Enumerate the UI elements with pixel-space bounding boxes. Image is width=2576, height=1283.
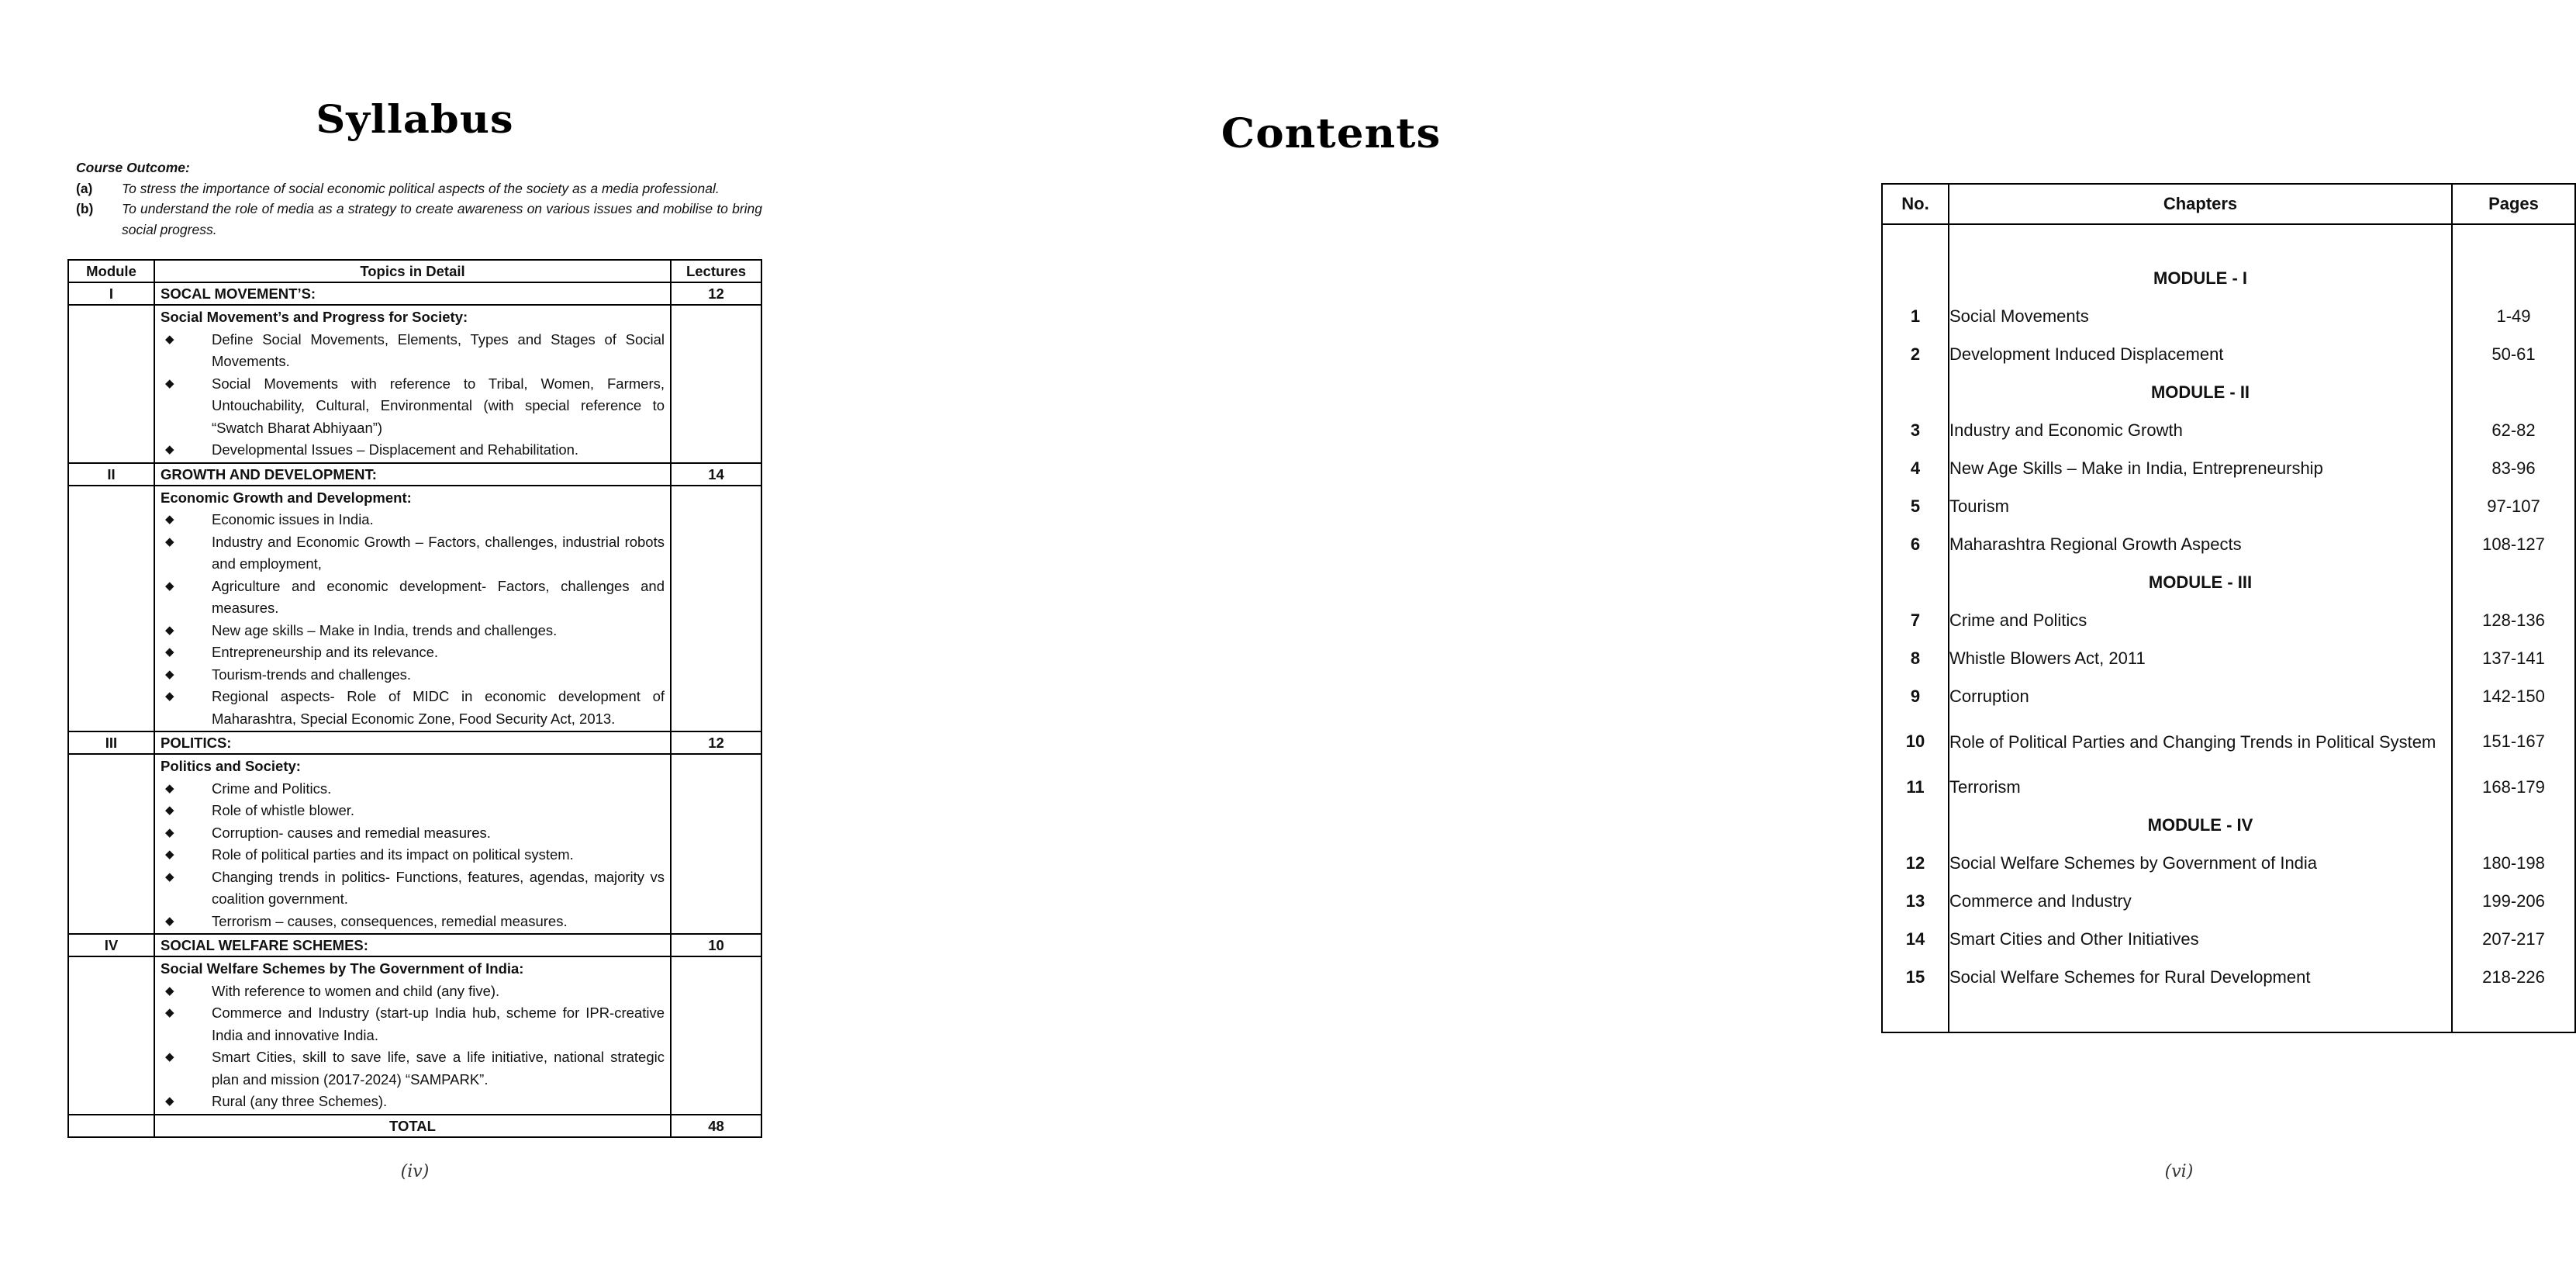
topic-text: Economic issues in India. — [212, 511, 374, 527]
empty-cell — [68, 754, 154, 934]
chapter-number: 6 — [1882, 525, 1949, 563]
diamond-bullet-icon: ◆ — [165, 804, 174, 817]
topic-text: Social Movements with reference to Tribal, Women, Farmers, Untouchability, Cultural, Environmental (with special reference to “Swatch Bharat Abhiyaan”) — [212, 375, 665, 436]
empty-cell — [2452, 224, 2575, 259]
detail-heading: Social Welfare Schemes by The Government of India: — [161, 960, 524, 977]
empty-cell — [2452, 373, 2575, 411]
chapter-title[interactable]: Development Induced Displacement — [1949, 335, 2452, 373]
topic-item — [161, 980, 665, 1003]
chapter-pages: 50-61 — [2452, 335, 2575, 373]
topic-text: Smart Cities, skill to save life, save a life initiative, national strategic plan and mission (2017-2024) “SAMPARK”. — [212, 1049, 665, 1088]
topic-text: Corruption- causes and remedial measures. — [212, 824, 491, 841]
module-detail-row — [68, 305, 761, 463]
module-heading-row — [1882, 259, 2575, 297]
chapter-row — [1882, 677, 2575, 715]
spacer-row — [1882, 996, 2575, 1032]
chapter-pages: 142-150 — [2452, 677, 2575, 715]
empty-cell — [671, 956, 761, 1115]
empty-cell — [2452, 806, 2575, 844]
topic-text: Tourism-trends and challenges. — [212, 666, 412, 683]
contents-body — [1882, 224, 2575, 1032]
chapter-row — [1882, 297, 2575, 335]
diamond-bullet-icon: ◆ — [165, 825, 174, 839]
total-label: TOTAL — [154, 1115, 671, 1137]
empty-cell — [2452, 563, 2575, 601]
empty-cell — [671, 305, 761, 463]
chapter-title[interactable]: Smart Cities and Other Initiatives — [1949, 920, 2452, 958]
detail-heading: Politics and Society: — [161, 758, 301, 774]
total-lectures: 48 — [671, 1115, 761, 1137]
page-number: (vi) — [2164, 1162, 2194, 1181]
diamond-bullet-icon: ◆ — [165, 376, 174, 390]
empty-cell — [671, 754, 761, 934]
chapter-number: 14 — [1882, 920, 1949, 958]
contents-title: Contents — [1221, 110, 1442, 157]
topic-text: New age skills – Make in India, trends and challenges. — [212, 621, 558, 638]
topic-item — [161, 1091, 665, 1113]
topic-text: Terrorism – causes, consequences, remedial measures. — [212, 912, 568, 929]
chapter-row — [1882, 411, 2575, 449]
module-number: II — [68, 463, 154, 486]
header-no: No. — [1882, 184, 1949, 224]
empty-cell — [1949, 224, 2452, 259]
empty-cell — [1882, 996, 1949, 1032]
empty-cell — [1949, 996, 2452, 1032]
header-module: Module — [68, 260, 154, 282]
diamond-bullet-icon: ◆ — [165, 667, 174, 681]
module-row — [68, 934, 761, 956]
detail-heading: Economic Growth and Development: — [161, 489, 412, 506]
chapter-row — [1882, 768, 2575, 806]
diamond-bullet-icon: ◆ — [165, 914, 174, 928]
module-heading: MODULE - IV — [1949, 806, 2452, 844]
topic-item — [161, 911, 665, 933]
chapter-pages: 128-136 — [2452, 601, 2575, 639]
chapter-number: 3 — [1882, 411, 1949, 449]
chapter-pages: 199-206 — [2452, 882, 2575, 920]
contents-header-row — [1882, 184, 2575, 224]
page-number: (iv) — [400, 1162, 430, 1181]
chapter-number: 11 — [1882, 768, 1949, 806]
syllabus-header-row — [68, 260, 761, 282]
module-heading: MODULE - I — [1949, 259, 2452, 297]
module-row — [68, 463, 761, 486]
chapter-number: 4 — [1882, 449, 1949, 487]
diamond-bullet-icon: ◆ — [165, 870, 174, 884]
module-number: IV — [68, 934, 154, 956]
module-number: I — [68, 282, 154, 305]
empty-cell — [1882, 563, 1949, 601]
header-chapters: Chapters — [1949, 184, 2452, 224]
chapter-row — [1882, 601, 2575, 639]
chapter-title[interactable]: Social Movements — [1949, 297, 2452, 335]
chapter-row — [1882, 958, 2575, 996]
course-outcome-label: (a) — [76, 180, 93, 196]
diamond-bullet-icon: ◆ — [165, 534, 174, 548]
module-name: SOCAL MOVEMENT’S: — [154, 282, 671, 305]
module-detail-row — [68, 486, 761, 732]
diamond-bullet-icon: ◆ — [165, 1006, 174, 1019]
module-lectures: 14 — [671, 463, 761, 486]
chapter-pages: 168-179 — [2452, 768, 2575, 806]
course-outcome-item — [76, 199, 762, 240]
chapter-pages: 207-217 — [2452, 920, 2575, 958]
detail-heading: Social Movement’s and Progress for Society: — [161, 309, 468, 325]
module-row — [68, 282, 761, 305]
topic-item — [161, 686, 665, 730]
chapter-row — [1882, 639, 2575, 677]
empty-cell — [1882, 806, 1949, 844]
chapter-title[interactable]: Crime and Politics — [1949, 601, 2452, 639]
chapter-title[interactable]: Commerce and Industry — [1949, 882, 2452, 920]
course-outcome — [76, 157, 762, 240]
chapter-row — [1882, 335, 2575, 373]
module-heading-row — [1882, 563, 2575, 601]
topic-item — [161, 373, 665, 440]
chapter-title[interactable]: Maharashtra Regional Growth Aspects — [1949, 525, 2452, 563]
diamond-bullet-icon: ◆ — [165, 781, 174, 795]
topic-item — [161, 531, 665, 576]
module-row — [68, 731, 761, 754]
chapter-title[interactable]: New Age Skills – Make in India, Entrepreneurship — [1949, 449, 2452, 487]
empty-cell — [671, 486, 761, 732]
chapter-row — [1882, 844, 2575, 882]
chapter-title[interactable]: Social Welfare Schemes by Government of India — [1949, 844, 2452, 882]
chapter-pages: 151-167 — [2452, 715, 2575, 768]
topic-item — [161, 329, 665, 373]
contents-table — [1881, 183, 2576, 1033]
course-outcome-heading: Course Outcome: — [76, 160, 190, 175]
empty-cell — [68, 305, 154, 463]
topic-item — [161, 1046, 665, 1091]
syllabus-title: Syllabus — [316, 96, 514, 142]
diamond-bullet-icon: ◆ — [165, 1095, 174, 1108]
chapter-pages: 108-127 — [2452, 525, 2575, 563]
chapter-pages: 1-49 — [2452, 297, 2575, 335]
empty-cell — [68, 956, 154, 1115]
chapter-title[interactable]: Whistle Blowers Act, 2011 — [1949, 639, 2452, 677]
total-empty-cell — [68, 1115, 154, 1137]
module-number: III — [68, 731, 154, 754]
topic-item — [161, 509, 665, 531]
topic-text: Developmental Issues – Displacement and Rehabilitation. — [212, 441, 579, 458]
module-name: GROWTH AND DEVELOPMENT: — [154, 463, 671, 486]
module-heading: MODULE - II — [1949, 373, 2452, 411]
topic-text: Rural (any three Schemes). — [212, 1093, 388, 1109]
header-pages: Pages — [2452, 184, 2575, 224]
topic-item — [161, 866, 665, 911]
chapter-title[interactable]: Role of Political Parties and Changing Trends in Political System — [1949, 715, 2452, 768]
chapter-number: 8 — [1882, 639, 1949, 677]
module-name: SOCIAL WELFARE SCHEMES: — [154, 934, 671, 956]
total-row — [68, 1115, 761, 1137]
module-heading-row — [1882, 373, 2575, 411]
topic-text: Define Social Movements, Elements, Types and Stages of Social Movements. — [212, 330, 665, 369]
module-detail-row — [68, 956, 761, 1115]
chapter-number: 9 — [1882, 677, 1949, 715]
topic-item — [161, 1002, 665, 1046]
chapter-number: 1 — [1882, 297, 1949, 335]
chapter-number: 7 — [1882, 601, 1949, 639]
module-lectures: 12 — [671, 731, 761, 754]
chapter-pages: 83-96 — [2452, 449, 2575, 487]
chapter-pages: 97-107 — [2452, 487, 2575, 525]
topic-text: With reference to women and child (any five). — [212, 982, 500, 999]
topic-item — [161, 576, 665, 620]
chapter-title[interactable]: Industry and Economic Growth — [1949, 411, 2452, 449]
contents-page — [907, 0, 2545, 1283]
module-detail — [154, 486, 671, 732]
empty-cell — [1882, 259, 1949, 297]
topic-text: Role of political parties and its impact on political system. — [212, 846, 574, 863]
diamond-bullet-icon: ◆ — [165, 579, 174, 593]
course-outcome-item — [76, 178, 762, 199]
chapter-number: 2 — [1882, 335, 1949, 373]
diamond-bullet-icon: ◆ — [165, 513, 174, 526]
topic-text: Role of whistle blower. — [212, 802, 355, 818]
course-outcome-text: To understand the role of media as a strategy to create awareness on various issues and mobilise to bring social progress. — [122, 201, 762, 237]
diamond-bullet-icon: ◆ — [165, 332, 174, 346]
topic-item — [161, 800, 665, 822]
header-topics: Topics in Detail — [154, 260, 671, 282]
syllabus-body — [68, 282, 761, 1115]
chapter-pages: 180-198 — [2452, 844, 2575, 882]
topic-item — [161, 620, 665, 642]
module-lectures: 10 — [671, 934, 761, 956]
topic-text: Regional aspects- Role of MIDC in economic development of Maharashtra, Special Economic Zone, Food Security Act, 2013. — [212, 688, 665, 727]
chapter-row — [1882, 449, 2575, 487]
chapter-pages: 62-82 — [2452, 411, 2575, 449]
diamond-bullet-icon: ◆ — [165, 848, 174, 861]
module-name: POLITICS: — [154, 731, 671, 754]
syllabus-table — [67, 259, 762, 1138]
diamond-bullet-icon: ◆ — [165, 1050, 174, 1063]
chapter-number: 5 — [1882, 487, 1949, 525]
module-detail — [154, 305, 671, 463]
chapter-title[interactable]: Social Welfare Schemes for Rural Development — [1949, 958, 2452, 996]
chapter-row — [1882, 715, 2575, 768]
chapter-number: 13 — [1882, 882, 1949, 920]
chapter-title[interactable]: Terrorism — [1949, 768, 2452, 806]
topic-text: Industry and Economic Growth – Factors, challenges, industrial robots and employment, — [212, 533, 665, 572]
course-outcome-text: To stress the importance of social economic political aspects of the society as a media professional. — [122, 180, 720, 196]
empty-cell — [68, 486, 154, 732]
chapter-number: 10 — [1882, 715, 1949, 768]
topic-item — [161, 822, 665, 845]
course-outcome-label: (b) — [76, 201, 94, 217]
empty-cell — [2452, 259, 2575, 297]
topic-item — [161, 778, 665, 801]
chapter-number: 15 — [1882, 958, 1949, 996]
chapter-pages: 218-226 — [2452, 958, 2575, 996]
module-lectures: 12 — [671, 282, 761, 305]
empty-cell — [1882, 224, 1949, 259]
diamond-bullet-icon: ◆ — [165, 984, 174, 998]
header-lectures: Lectures — [671, 260, 761, 282]
topic-text: Entrepreneurship and its relevance. — [212, 644, 439, 660]
diamond-bullet-icon: ◆ — [165, 623, 174, 637]
spacer-row — [1882, 224, 2575, 259]
chapter-row — [1882, 882, 2575, 920]
topic-item — [161, 642, 665, 664]
topic-text: Changing trends in politics- Functions, features, agendas, majority vs coalition government. — [212, 868, 665, 907]
module-heading: MODULE - III — [1949, 563, 2452, 601]
topic-text: Agriculture and economic development- Factors, challenges and measures. — [212, 577, 665, 616]
chapter-title[interactable]: Corruption — [1949, 677, 2452, 715]
diamond-bullet-icon: ◆ — [165, 645, 174, 659]
topic-item — [161, 439, 665, 462]
topic-item — [161, 664, 665, 686]
module-detail — [154, 754, 671, 934]
topic-text: Crime and Politics. — [212, 780, 332, 797]
chapter-number: 12 — [1882, 844, 1949, 882]
chapter-pages: 137-141 — [2452, 639, 2575, 677]
chapter-row — [1882, 525, 2575, 563]
chapter-row — [1882, 487, 2575, 525]
topic-text: Commerce and Industry (start-up India hub, scheme for IPR-creative India and innovative India. — [212, 1005, 665, 1043]
topic-item — [161, 844, 665, 866]
module-heading-row — [1882, 806, 2575, 844]
diamond-bullet-icon: ◆ — [165, 690, 174, 703]
syllabus-page — [0, 0, 907, 1283]
diamond-bullet-icon: ◆ — [165, 443, 174, 456]
chapter-row — [1882, 920, 2575, 958]
chapter-title[interactable]: Tourism — [1949, 487, 2452, 525]
empty-cell — [1882, 373, 1949, 411]
empty-cell — [2452, 996, 2575, 1032]
module-detail — [154, 956, 671, 1115]
module-detail-row — [68, 754, 761, 934]
